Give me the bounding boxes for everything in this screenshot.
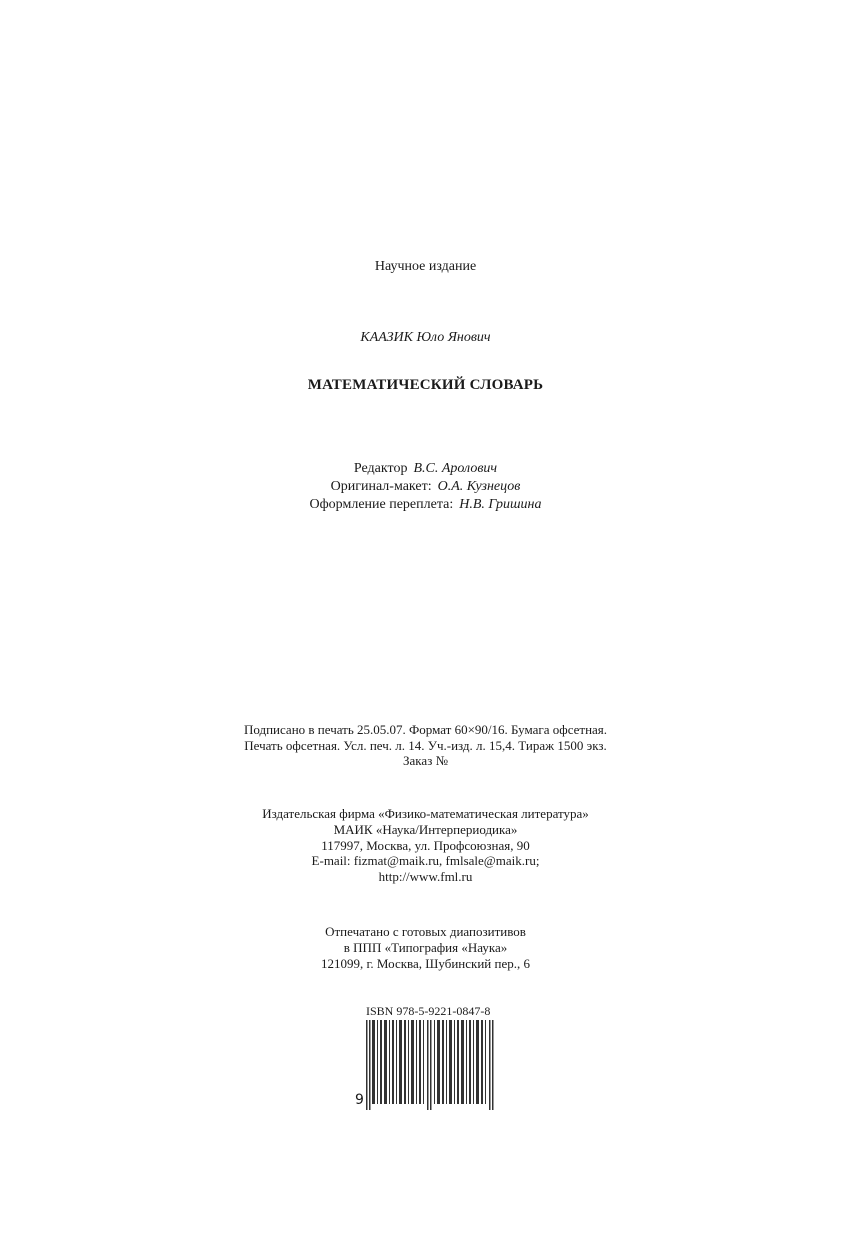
printer-line: Отпечатано с готовых диапозитивов xyxy=(325,924,526,939)
publisher-line: МАИК «Наука/Интерпериодика» xyxy=(333,822,518,837)
printer-line: 121099, г. Москва, Шубинский пер., 6 xyxy=(321,956,530,971)
credit-role: Оформление переплета: xyxy=(309,497,454,512)
print-info-line: Подписано в печать 25.05.07. Формат 60×90/16. Бумага офсетная. xyxy=(243,722,608,737)
barcode-image xyxy=(366,1020,494,1110)
credit-role: Редактор xyxy=(353,461,408,476)
isbn-barcode-block xyxy=(355,1004,500,1114)
credit-name: О.А. Кузнецов xyxy=(437,479,521,494)
author-name: КААЗИК Юло Янович xyxy=(360,330,491,345)
print-info-line: Заказ № xyxy=(403,753,448,768)
publisher-line: 117997, Москва, ул. Профсоюзная, 90 xyxy=(321,838,530,853)
print-info-line: Печать офсетная. Усл. печ. л. 14. Уч.-изд. л. 15,4. Тираж 1500 экз. xyxy=(244,738,607,753)
barcode-lead-digit: 9 xyxy=(355,1092,364,1108)
book-title: МАТЕМАТИЧЕСКИЙ СЛОВАРЬ xyxy=(307,377,544,393)
printer-line: в ППП «Типография «Наука» xyxy=(343,940,508,955)
credit-name: Н.В. Гришина xyxy=(459,497,542,512)
credit-editor xyxy=(0,460,851,478)
credit-role: Оригинал-макет: xyxy=(330,479,432,494)
credit-layout xyxy=(0,478,851,496)
isbn-number: ISBN 978-5-9221-0847-8 xyxy=(366,1004,491,1018)
credit-name: В.С. Аролович xyxy=(413,461,498,476)
publisher-line: http://www.fml.ru xyxy=(378,869,473,884)
publisher-line: Издательская фирма «Физико-математическая литература» xyxy=(262,806,589,821)
credit-cover xyxy=(0,496,851,514)
edition-type: Научное издание xyxy=(374,259,477,274)
publisher-line: E-mail: fizmat@maik.ru, fmlsale@maik.ru; xyxy=(311,853,540,868)
